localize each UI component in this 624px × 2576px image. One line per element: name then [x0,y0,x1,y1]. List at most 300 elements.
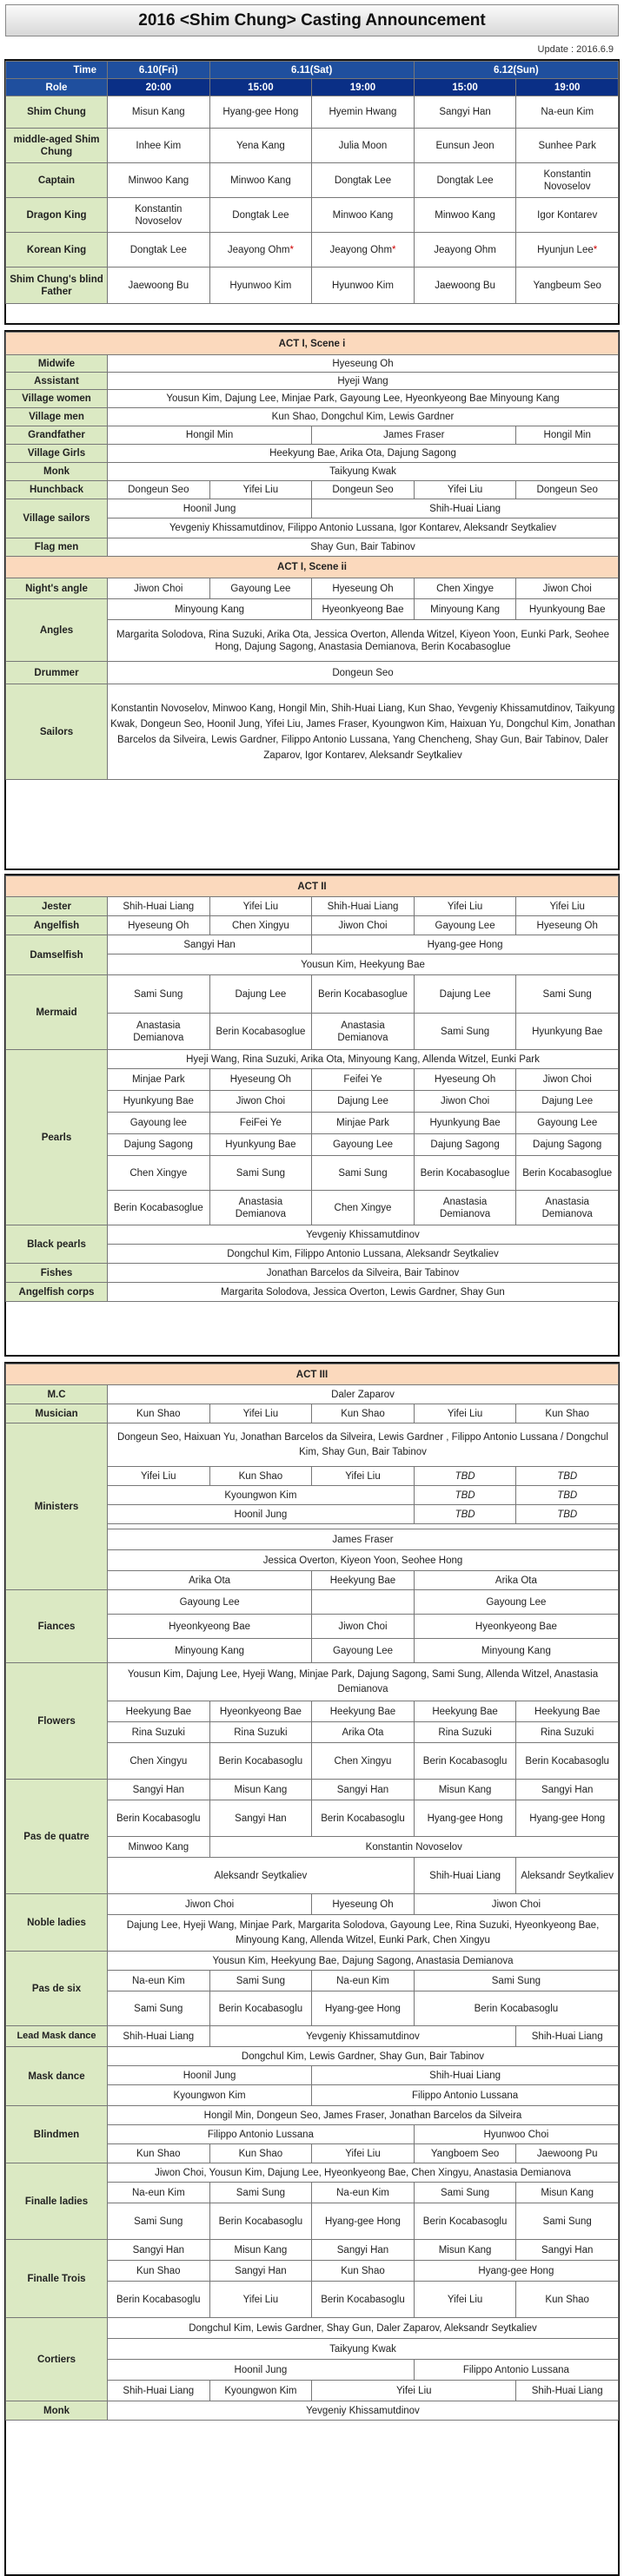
cast-cell: Yousun Kim, Dajung Lee, Minjae Park, Gayoung Lee, Hyeonkyeong Bae Minyoung Kang [108,390,619,408]
cast-cell: Kun Shao [209,2144,312,2163]
cast-cell: Hongil Min, Dongeun Seo, James Fraser, Jonathan Barcelos da Silveira [108,2106,619,2125]
cast-cell: Arika Ota [414,1571,618,1590]
cast-cell: Minwoo Kang [209,163,312,198]
cast-cell: Chen Xingyu [312,1743,415,1780]
role-name: Captain [6,163,108,198]
cast-cell: Hyeji Wang [108,373,619,390]
cast-cell: Hyeonkyeong Bae [108,1615,312,1639]
cast-cell: Minwoo Kang [108,163,210,198]
cast-name: Hyunjun Lee [537,244,594,255]
cast-cell: Yifei Liu [414,481,516,499]
cast-cell: Kyoungwon Kim [108,2085,312,2106]
cast-cell: Berin Kocabasoglu [312,2282,415,2318]
cast-cell: Hyunkyung Bae [209,1134,312,1156]
cast-cell: Aleksandr Seytkaliev [516,1858,619,1894]
cast-cell: Margarita Solodova, Jessica Overton, Lewis Gardner, Shay Gun [108,1283,619,1302]
cast-cell: Chen Xingye [312,1191,415,1225]
cast-cell: Dongchul Kim, Filippo Antonio Lussana, Aleksandr Seytkaliev [108,1245,619,1264]
cast-cell: Yifei Liu [414,2282,516,2318]
schedule-table [5,61,619,304]
cast-cell: Sami Sung [108,1991,210,2026]
cast-cell: Hyeseung Oh [108,916,210,935]
role-name: Cortiers [6,2318,108,2401]
cast-cell: Dajung Sagong [414,1134,516,1156]
act3-table [5,1364,619,2421]
cast-cell: Arika Ota [108,1571,312,1590]
cast-cell: Gayoung Lee [209,578,312,599]
section-title: ACT II [6,876,619,897]
role-name: Mask dance [6,2047,108,2106]
cast-cell: Yifei Liu [312,1467,415,1486]
cast-cell: Berin Kocabasoglu [312,1800,415,1837]
role-name: Village women [6,390,108,408]
cast-cell: Konstantin Novoselov [108,198,210,233]
cast-cell: Kun Shao [516,1404,619,1423]
date-2: 6.11(Sat) [209,62,414,79]
cast-cell: Hyang-gee Hong [312,2203,415,2240]
cast-cell: Hyeseung Oh [209,1069,312,1091]
cast-cell: Eunsun Jeon [414,129,516,163]
time-2: 15:00 [209,79,312,96]
role-name: Fishes [6,1264,108,1283]
cast-cell: Hyunkyung Bae [516,1014,619,1050]
role-name: Monk [6,463,108,481]
cast-cell: Dongtak Lee [108,233,210,268]
cast-cell: Sami Sung [108,2203,210,2240]
cast-cell: Hyeonkyeong Bae [209,1701,312,1722]
cast-cell [312,233,415,268]
cast-cell: Yevgeniy Khissamutdinov [108,2401,619,2421]
cast-cell: Heekyung Bae, Arika Ota, Dajung Sagong [108,445,619,463]
cast-cell: Minyoung Kang [108,599,312,620]
cast-cell: Konstantin Novoselov [516,163,619,198]
cast-cell: Dajung Lee [312,1091,415,1113]
role-name: Shim Chung's blind Father [6,268,108,304]
cast-cell: Hyunwoo Kim [312,268,415,304]
cast-cell: Jiwon Choi, Yousun Kim, Dajung Lee, Hyeonkyeong Bae, Chen Xingyu, Anastasia Demianova [108,2163,619,2183]
time-5: 19:00 [516,79,619,96]
cast-cell: Dongtak Lee [209,198,312,233]
role-name: Pearls [6,1050,108,1225]
cast-cell: Chen Xingye [414,578,516,599]
cast-cell: Filippo Antonio Lussana [108,2125,415,2144]
role-name: Angles [6,599,108,662]
section-title: ACT I, Scene ii [6,557,619,578]
cast-cell: Yifei Liu [312,2144,415,2163]
cast-cell: Yena Kang [209,129,312,163]
cast-cell: Minwoo Kang [312,198,415,233]
cast-cell: Chen Xingye [108,1156,210,1191]
cast-cell [516,233,619,268]
cast-name: Jeayong Ohm [329,244,393,255]
cast-cell: TBD [414,1467,516,1486]
cast-cell: Heekyung Bae [516,1701,619,1722]
cast-cell: Chen Xingyu [108,1743,210,1780]
cast-cell: Dongeun Seo [108,662,619,684]
cast-cell: Berin Kocabasoglu [414,2203,516,2240]
cast-cell: Jiwon Choi [414,1894,618,1915]
cast-cell: Rina Suzuki [209,1722,312,1743]
cast-cell: Misun Kang [414,1780,516,1800]
page-title: 2016 <Shim Chung> Casting Announcement [5,4,619,36]
cast-cell: Kun Shao [108,2261,210,2282]
role-name: Finalle Trois [6,2240,108,2318]
cast-cell: Misun Kang [516,2183,619,2203]
role-name: Village Girls [6,445,108,463]
role-name: Assistant [6,373,108,390]
cast-cell: Yifei Liu [414,1404,516,1423]
cast-cell: Berin Kocabasoglue [209,1014,312,1050]
cast-cell: Hoonil Jung [108,2066,312,2085]
cast-cell: Berin Kocabasoglue [516,1156,619,1191]
cast-cell: Shih-Huai Liang [312,499,619,519]
cast-cell: Gayoung Lee [414,916,516,935]
cast-cell: Sami Sung [516,975,619,1014]
cast-cell: Minwoo Kang [414,198,516,233]
role-name: Musician [6,1404,108,1423]
cast-cell: Yevgeniy Khissamutdinov, Filippo Antonio Lussana, Igor Kontarev, Aleksandr Seytkaliev [108,519,619,538]
cast-cell: Berin Kocabasoglu [209,1991,312,2026]
time-3: 19:00 [312,79,415,96]
cast-cell: Berin Kocabasoglu [209,1743,312,1780]
cast-cell: Kun Shao [209,1467,312,1486]
cast-cell: Dongeun Seo [516,481,619,499]
cast-cell: Shih-Huai Liang [312,2066,619,2085]
cast-cell: Sami Sung [414,1014,516,1050]
cast-cell: Konstantin Novoselov, Minwoo Kang, Hongil Min, Shih-Huai Liang, Kun Shao, Yevgeniy Khissamutdinov, Taikyung Kwak, Dongeun Seo, Hoonil Jung, Yifei Liu, James Fraser, Kyoungwon Kim, Haixuan Yu, Dongchul Kim, Jonathan Barcelos da Silveira, Lewis Gardner, Filippo Antonio Lussana, Yang Chencheng, Shay Gun, Bair Tabinov, Daler Zaparov, Igor Kontarev, Aleksandr Seytkaliev [108,684,619,780]
cast-cell: Sami Sung [414,2183,516,2203]
replacement-star: * [593,244,598,255]
cast-cell: Berin Kocabasoglue [312,975,415,1014]
role-name: Mermaid [6,975,108,1050]
cast-cell: Berin Kocabasoglu [108,2282,210,2318]
cast-cell: Yifei Liu [209,897,312,916]
cast-cell: Igor Kontarev [516,198,619,233]
cast-cell: Yifei Liu [516,897,619,916]
cast-cell: Jonathan Barcelos da Silveira, Bair Tabinov [108,1264,619,1283]
cast-cell: Anastasia Demianova [312,1014,415,1050]
role-name: Monk [6,2401,108,2421]
cast-cell: Anastasia Demianova [209,1191,312,1225]
cast-cell: Rina Suzuki [108,1722,210,1743]
cast-cell: Hyunkyung Bae [414,1113,516,1134]
cast-cell: Konstantin Novoselov [209,1837,618,1858]
date-3: 6.12(Sun) [414,62,618,79]
role-name: Korean King [6,233,108,268]
cast-cell: Yevgeniy Khissamutdinov [108,1225,619,1245]
cast-cell: Julia Moon [312,129,415,163]
cast-cell: Hyang-gee Hong [414,1800,516,1837]
cast-cell: Taikyung Kwak [108,2339,619,2360]
cast-cell: Kyoungwon Kim [108,1486,415,1505]
cast-cell: Hyang-gee Hong [312,1991,415,2026]
cast-cell: Sangyi Han [312,2240,415,2261]
cast-cell: Hyeseung Oh [108,355,619,373]
cast-cell: Yifei Liu [209,2282,312,2318]
cast-cell: Filippo Antonio Lussana [312,2085,619,2106]
cast-cell: Jiwon Choi [312,1615,415,1639]
cast-cell: Minjae Park [108,1069,210,1091]
cast-cell: Jiwon Choi [414,1091,516,1113]
cast-cell: Na-eun Kim [516,96,619,129]
role-name: Fiances [6,1590,108,1663]
cast-cell: Dongchul Kim, Lewis Gardner, Shay Gun, Daler Zaparov, Aleksandr Seytkaliev [108,2318,619,2339]
role-name: M.C [6,1385,108,1404]
role-name: middle-aged Shim Chung [6,129,108,163]
cast-cell: Hyang-gee Hong [414,2261,618,2282]
cast-cell: Dajung Lee [516,1091,619,1113]
role-name: Angelfish [6,916,108,935]
cast-cell: FeiFei Ye [209,1113,312,1134]
cast-cell: Feifei Ye [312,1069,415,1091]
cast-cell: Hyeseung Oh [312,578,415,599]
cast-cell: Kun Shao [108,2144,210,2163]
cast-cell: Sami Sung [516,2203,619,2240]
cast-cell: Jaewoong Pu [516,2144,619,2163]
cast-cell: Sangyi Han [414,96,516,129]
cast-cell: Hyang-gee Hong [516,1800,619,1837]
cast-cell: Anastasia Demianova [516,1191,619,1225]
cast-cell: TBD [516,1467,619,1486]
date-1: 6.10(Fri) [108,62,210,79]
cast-name: Jeayong Ohm [227,244,290,255]
cast-cell: Sangyi Han [516,2240,619,2261]
cast-cell: Rina Suzuki [414,1722,516,1743]
cast-cell: Yangboem Seo [414,2144,516,2163]
role-name: Night's angle [6,578,108,599]
cast-cell: Shay Gun, Bair Tabinov [108,538,619,557]
role-name: Flag men [6,538,108,557]
cast-cell: Hyeji Wang, Rina Suzuki, Arika Ota, Minyoung Kang, Allenda Witzel, Eunki Park [108,1050,619,1069]
cast-cell: Taikyung Kwak [108,463,619,481]
cast-cell: Hyeonkyeong Bae [414,1615,618,1639]
cast-cell: Shih-Huai Liang [516,2026,619,2047]
cast-cell: Na-eun Kim [312,2183,415,2203]
cast-cell: Inhee Kim [108,129,210,163]
cast-cell: Gayoung Lee [312,1639,415,1663]
cast-cell: Misun Kang [209,1780,312,1800]
cast-cell: Na-eun Kim [108,2183,210,2203]
cast-cell: Dongeun Seo, Haixuan Yu, Jonathan Barcelos da Silveira, Lewis Gardner , Filippo Antonio Lussana / Dongchul Kim, Shay Gun, Bair Tabinov [108,1423,619,1467]
cast-cell: Dongchul Kim, Lewis Gardner, Shay Gun, Bair Tabinov [108,2047,619,2066]
role-name: Drummer [6,662,108,684]
section-title: ACT I, Scene i [6,333,619,355]
cast-cell: Shih-Huai Liang [516,2381,619,2401]
cast-cell: Sami Sung [312,1156,415,1191]
cast-cell: Aleksandr Seytkaliev [108,1858,415,1894]
cast-cell: Hoonil Jung [108,2360,415,2381]
cast-cell: Hyunwoo Kim [209,268,312,304]
cast-cell: Sangyi Han [108,2240,210,2261]
cast-cell: Heekyung Bae [312,1701,415,1722]
cast-cell: Berin Kocabasoglu [516,1743,619,1780]
role-name: Sailors [6,684,108,780]
cast-cell: Gayoung Lee [414,1590,618,1615]
cast-cell: Misun Kang [108,96,210,129]
cast-cell: Kun Shao [312,2261,415,2282]
cast-cell: Yevgeniy Khissamutdinov [209,2026,516,2047]
role-name: Flowers [6,1663,108,1780]
cast-cell: Hyunwoo Choi [414,2125,618,2144]
cast-cell: Yifei Liu [209,1404,312,1423]
cast-cell: Sami Sung [414,1971,618,1991]
cast-cell: Dajung Sagong [108,1134,210,1156]
role-name: Midwife [6,355,108,373]
cast-cell: Sami Sung [209,1156,312,1191]
cast-cell: Filippo Antonio Lussana [414,2360,618,2381]
cast-cell: Gayoung lee [108,1113,210,1134]
act1-table [5,332,619,780]
cast-cell: Sangyi Han [209,1800,312,1837]
cast-cell: TBD [516,1505,619,1524]
cast-cell: Na-eun Kim [312,1971,415,1991]
cast-cell: Jeayong Ohm [414,233,516,268]
cast-cell: Yousun Kim, Dajung Lee, Hyeji Wang, Minjae Park, Dajung Sagong, Sami Sung, Allenda Witzel, Anastasia Demianova [108,1663,619,1701]
cast-cell: Hongil Min [516,426,619,445]
role-name: Pas de six [6,1952,108,2026]
cast-cell: Hyunkyung Bae [108,1091,210,1113]
cast-cell: Dongeun Seo [312,481,415,499]
role-name: Pas de quatre [6,1780,108,1894]
cast-cell: Yifei Liu [414,897,516,916]
cast-cell: Berin Kocabasoglu [209,2203,312,2240]
cast-cell: Daler Zaparov [108,1385,619,1404]
cast-cell: TBD [414,1505,516,1524]
cast-cell: Misun Kang [209,2240,312,2261]
role-name: Finalle ladies [6,2163,108,2240]
cast-cell: James Fraser [312,426,516,445]
cast-cell: Hyang-gee Hong [209,96,312,129]
cast-cell: Chen Xingyu [209,916,312,935]
cast-cell: Sami Sung [108,975,210,1014]
cast-cell: Jiwon Choi [516,1069,619,1091]
cast-cell: Sangyi Han [209,2261,312,2282]
section-title: ACT III [6,1364,619,1385]
cast-cell: Gayoung Lee [312,1134,415,1156]
cast-cell: Dongeun Seo [108,481,210,499]
role-name: Damselfish [6,935,108,975]
cast-cell: Berin Kocabasoglu [414,1743,516,1780]
cast-cell [209,233,312,268]
cast-cell: Berin Kocabasoglue [414,1156,516,1191]
role-name: Black pearls [6,1225,108,1264]
cast-cell: Misun Kang [414,2240,516,2261]
cast-cell: Heekyung Bae [414,1701,516,1722]
cast-cell: Na-eun Kim [108,1971,210,1991]
cast-cell: Gayoung Lee [108,1590,312,1615]
role-name: Village men [6,408,108,426]
cast-cell: Arika Ota [312,1722,415,1743]
cast-cell: Jaewoong Bu [414,268,516,304]
cast-cell: Sami Sung [209,1971,312,1991]
cast-cell: Berin Kocabasoglue [108,1191,210,1225]
cast-cell: Heekyung Bae [108,1701,210,1722]
cast-cell: Hoonil Jung [108,1505,415,1524]
role-name: Hunchback [6,481,108,499]
cast-cell: Yifei Liu [209,481,312,499]
cast-cell: Hoonil Jung [108,499,312,519]
role-name: Blindmen [6,2106,108,2163]
cast-cell: Dajung Lee [414,975,516,1014]
act2-table [5,875,619,1302]
cast-cell: Minyoung Kang [414,599,516,620]
cast-cell: Dajung Lee, Hyeji Wang, Minjae Park, Margarita Solodova, Gayoung Lee, Rina Suzuki, Hyeonkyeong Bae, Minyoung Kang, Allenda Witzel, Eunki Park, Chen Xingyu [108,1915,619,1952]
cast-cell: Shih-Huai Liang [312,897,415,916]
cast-cell: Hyeseung Oh [312,1894,415,1915]
cast-cell: Jaewoong Bu [108,268,210,304]
cast-cell: Hyeonkyeong Bae [312,599,415,620]
cast-cell: Hyeseung Oh [414,1069,516,1091]
role-name: Village sailors [6,499,108,538]
cast-cell: Shih-Huai Liang [108,2381,210,2401]
cast-cell: Jiwon Choi [108,1894,312,1915]
update-date: Update : 2016.6.9 [537,44,614,55]
cast-cell: Yifei Liu [312,2381,516,2401]
cast-cell: Sangyi Han [108,1780,210,1800]
role-name: Noble ladies [6,1894,108,1952]
cast-cell: Dajung Sagong [516,1134,619,1156]
cast-cell: Minyoung Kang [108,1639,312,1663]
cast-cell: Yifei Liu [108,1467,210,1486]
role-name: Grandfather [6,426,108,445]
cast-cell: Heekyung Bae [312,1571,415,1590]
cast-cell: Shih-Huai Liang [108,897,210,916]
cast-cell: Jiwon Choi [312,916,415,935]
cast-cell: Shih-Huai Liang [108,2026,210,2047]
cast-cell: Hyang-gee Hong [312,935,619,954]
cast-cell: Yousun Kim, Heekyung Bae [108,954,619,975]
cast-cell: Minwoo Kang [108,1837,210,1858]
cast-cell: Sunhee Park [516,129,619,163]
role-name: Angelfish corps [6,1283,108,1302]
cast-cell: Minjae Park [312,1113,415,1134]
cast-cell: Jessica Overton, Kiyeon Yoon, Seohee Hong [108,1550,619,1571]
cast-cell: Yousun Kim, Heekyung Bae, Dajung Sagong, Anastasia Demianova [108,1952,619,1971]
cast-cell: Dajung Lee [209,975,312,1014]
time-1: 20:00 [108,79,210,96]
cast-cell: Margarita Solodova, Rina Suzuki, Arika Ota, Jessica Overton, Allenda Witzel, Kiyeon Yoon, Eunki Park, Seohee Hong, Dajung Sagong, Anastasia Demianova, Berin Kocabasoglue [108,620,619,662]
cast-cell: Hyeseung Oh [516,916,619,935]
cast-cell: Sangyi Han [516,1780,619,1800]
replacement-star: * [392,244,396,255]
cast-cell: Jiwon Choi [516,578,619,599]
cast-cell: Berin Kocabasoglu [414,1991,618,2026]
cast-cell: Shih-Huai Liang [414,1858,516,1894]
cast-cell: Sangyi Han [312,1780,415,1800]
time-label: Time [6,62,108,79]
cast-cell: Rina Suzuki [516,1722,619,1743]
cast-cell: Gayoung Lee [516,1113,619,1134]
cast-cell: Kyoungwon Kim [209,2381,312,2401]
cast-cell: Kun Shao [108,1404,210,1423]
cast-cell: Yangbeum Seo [516,268,619,304]
cast-cell: Anastasia Demianova [414,1191,516,1225]
cast-cell: TBD [414,1486,516,1505]
cast-cell: Hongil Min [108,426,312,445]
role-label: Role [6,79,108,96]
role-name: Jester [6,897,108,916]
cast-cell: Dongtak Lee [312,163,415,198]
role-name: Shim Chung [6,96,108,129]
cast-cell: Minyoung Kang [414,1639,618,1663]
cast-cell [312,1590,415,1615]
cast-cell: Jiwon Choi [108,578,210,599]
cast-cell: James Fraser [108,1529,619,1550]
cast-cell: Dongtak Lee [414,163,516,198]
cast-cell: Kun Shao, Dongchul Kim, Lewis Gardner [108,408,619,426]
cast-cell: Anastasia Demianova [108,1014,210,1050]
cast-cell: Jiwon Choi [209,1091,312,1113]
